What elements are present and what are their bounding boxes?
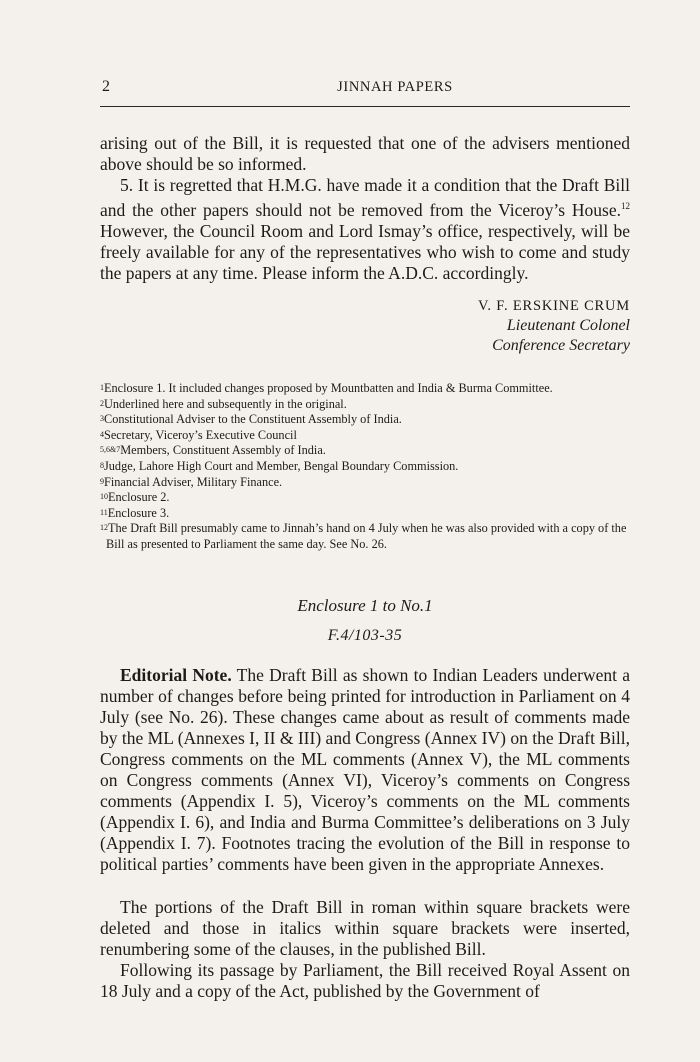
footnote-item [100, 475, 630, 491]
signatory-rank: Lieutenant Colonel [506, 317, 630, 334]
footnote-mark: 2 [100, 398, 104, 408]
header-rule [100, 106, 630, 107]
editorial-note-paragraph [100, 665, 630, 875]
footnote-mark: 12 [100, 523, 108, 533]
footnote-text: Enclosure 1. It included changes proposed by Mountbatten and India & Burma Committee. [104, 381, 553, 395]
footnote-item [100, 490, 630, 506]
footnote-mark: 5,6&7 [100, 445, 121, 455]
footnote-mark: 4 [100, 429, 104, 439]
para-5-text-before: 5. It is regretted that H.M.G. have made it a condition that the Draft Bill and the other papers should not be removed from the Viceroy’s House. [100, 175, 630, 220]
letter-paragraph-5 [100, 175, 630, 284]
footnote-item [100, 428, 630, 444]
signatory-role: Conference Secretary [492, 337, 630, 354]
footnote-text: Enclosure 3. [107, 505, 170, 520]
enclosure-heading: Enclosure 1 to No.1 [297, 596, 433, 615]
footnote-item [100, 443, 630, 459]
footnote-text: Financial Adviser, Military Finance. [104, 474, 283, 489]
footnote-ref-12: 12 [621, 201, 630, 211]
footnote-item [100, 506, 630, 522]
footnote-text: Enclosure 2. [108, 490, 170, 505]
footnote-mark: 11 [100, 507, 108, 517]
editorial-note-text: The Draft Bill as shown to Indian Leaders underwent a number of changes before being printed for introduction in Parliament on 4 July (see No. 26). These changes came about as result of comments made by the ML (Annexes I, II & III) and Congress (Annex IV) on the Draft Bill, Congress comments on the ML comments (Annex V), the ML comments on Congress comments (Annex VI), Viceroy’s comments on Congress comments (Appendix I. 5), Viceroy’s comments on the ML comments (Appendix I. 6), and India and Burma Committee’s deliberations on 3 July (Appendix I. 7). Footnotes tracing the evolution of the Bill in response to political parties’ comments have been given in the appropriate Annexes. [100, 665, 630, 874]
footnote-item [100, 459, 630, 475]
footnote-text: Secretary, Viceroy’s Executive Council [104, 427, 297, 442]
running-title: JINNAH PAPERS [337, 79, 453, 95]
footnote-item [100, 521, 630, 552]
editorial-note-lead: Editorial Note. [120, 665, 232, 685]
footnotes-list [100, 381, 630, 553]
footnote-text: The Draft Bill presumably came to Jinnah’s hand on 4 July when he was also provided with a copy of the Bill as presented to Parliament the same day. See No. 26. [106, 521, 627, 551]
footnote-text: Judge, Lahore High Court and Member, Bengal Boundary Commission. [104, 458, 459, 473]
footnote-mark: 8 [100, 460, 104, 470]
footnote-text: Members, Constituent Assembly of India. [120, 443, 326, 458]
para-5-text-after: However, the Council Room and Lord Ismay’s office, respectively, will be freely available for any of the representatives who wish to come and study the papers at any time. Please inform the A.D.C. accordingly. [100, 220, 630, 283]
page-header [100, 78, 630, 100]
signatory-name: V. F. ERSKINE CRUM [478, 298, 630, 314]
royal-assent-paragraph: Following its passage by Parliament, the Bill received Royal Assent on 18 July and a copy of the Act, published by the Government of [100, 960, 630, 1001]
footnote-mark: 10 [100, 492, 108, 502]
signature-block [478, 296, 630, 356]
footnote-mark: 3 [100, 414, 104, 424]
file-reference: F.4/103-35 [327, 627, 403, 644]
page-number: 2 [102, 78, 110, 95]
roman-brackets-paragraph: The portions of the Draft Bill in roman within square brackets were deleted and those in italics within square brackets were inserted, renumbering some of the clauses, in the published Bill. [100, 897, 630, 959]
footnote-text: Underlined here and subsequently in the original. [104, 396, 347, 411]
footnote-mark: 9 [100, 476, 104, 486]
letter-paragraph-continued: arising out of the Bill, it is requested that one of the advisers mentioned above should be so informed. [100, 133, 630, 174]
footnote-item [100, 412, 630, 428]
footnote-text: Constitutional Adviser to the Constituent Assembly of India. [104, 412, 402, 427]
footnote-item [100, 397, 630, 413]
footnote-item [100, 381, 630, 397]
footnote-mark: 1 [100, 383, 104, 392]
